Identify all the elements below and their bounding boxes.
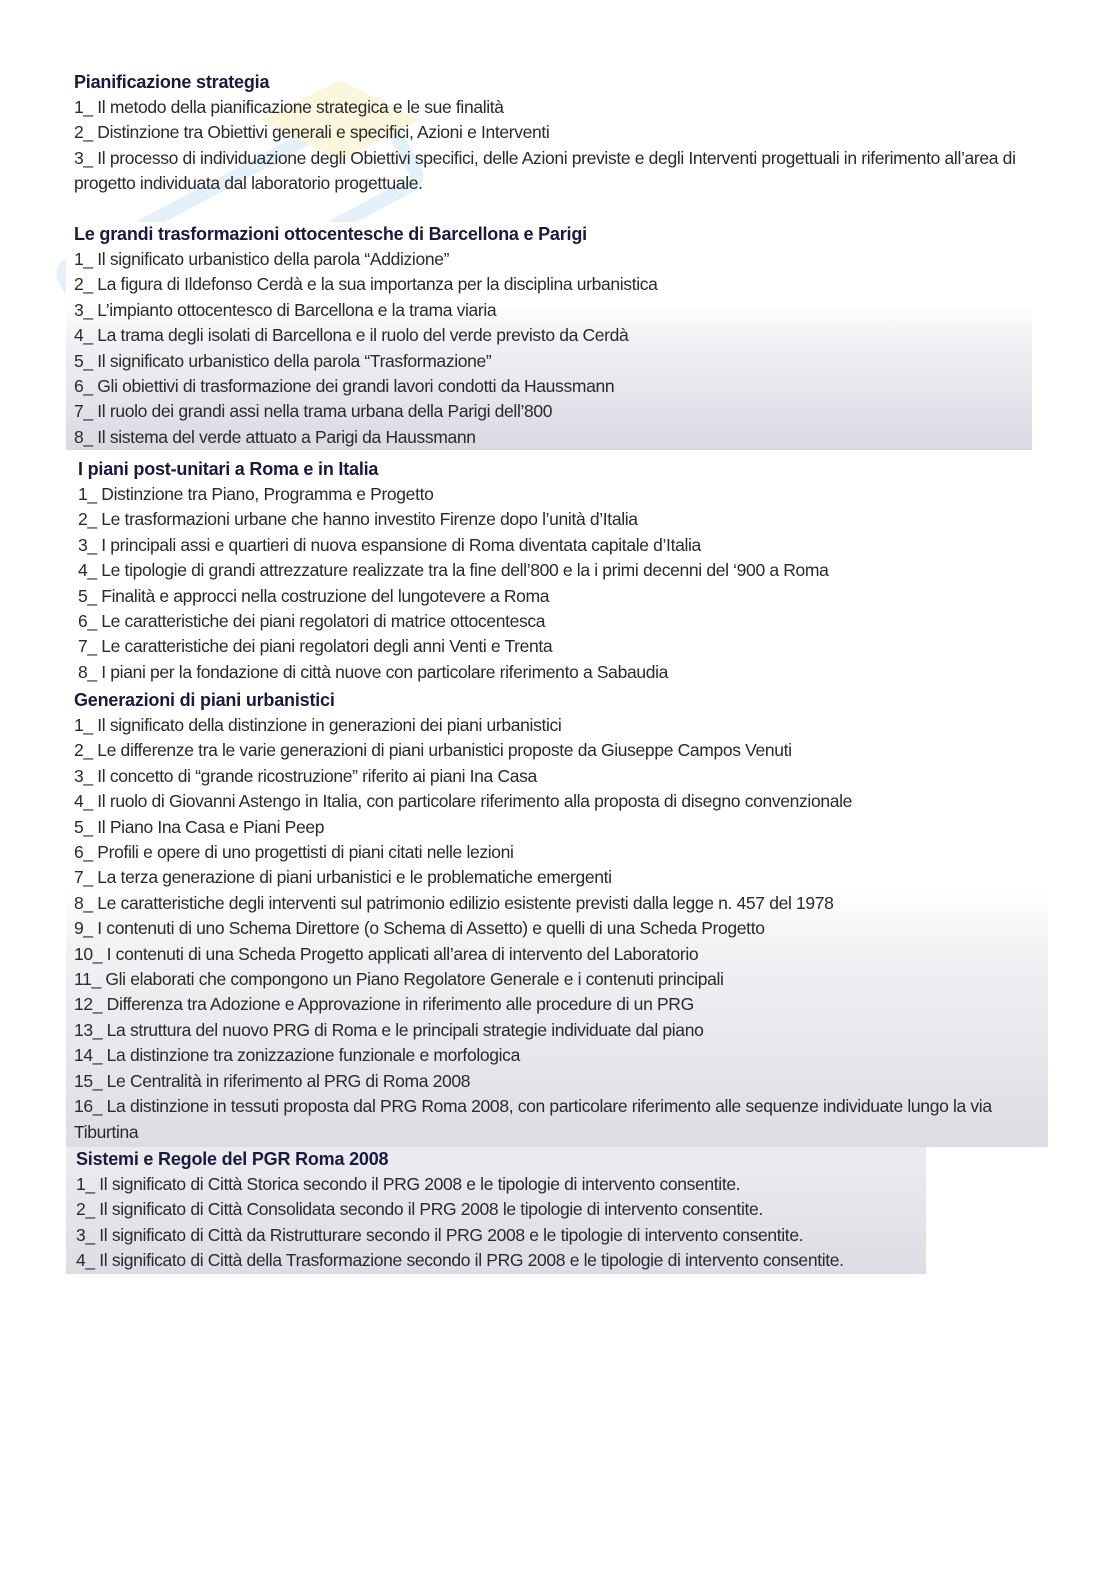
list-item: 8_ I piani per la fondazione di città nuove con particolare riferimento a Sabaudia [78,661,669,682]
list-item: 1_ Distinzione tra Piano, Programma e Progetto [78,484,434,504]
list-item: 1_ Il significato urbanistico della parola “Addizione” [74,249,450,269]
section-piani-post-unitari [74,457,1038,685]
list-item: 12_ Differenza tra Adozione e Approvazione in riferimento alle procedure di un PRG [74,994,694,1015]
section-title: Le grandi trasformazioni ottocentesche di Barcellona e Parigi [74,224,587,244]
list-item: 2_ Distinzione tra Obiettivi generali e specifici, Azioni e Interventi [74,122,550,143]
list-item: 4_ Il ruolo di Giovanni Astengo in Italia, con particolare riferimento alla proposta di disegno convenzionale [74,791,853,812]
list-item: 3_ L’impianto ottocentesco di Barcellona e la trama viaria [74,299,497,320]
list-item: 3_ Il concetto di “grande ricostruzione” riferito ai piani Ina Casa [74,765,537,786]
section-barcellona-parigi [66,222,1032,450]
list-item: 2_ La figura di Ildefonso Cerdà e la sua importanza per la disciplina urbanistica [74,274,658,295]
list-item: 9_ I contenuti di uno Schema Direttore (o Schema di Assetto) e quelli di una Scheda Progetto [74,918,765,939]
list-item: 4_ La trama degli isolati di Barcellona e il ruolo del verde previsto da Cerdà [74,325,629,346]
list-item: 3_ Il significato di Città da Ristrutturare secondo il PRG 2008 e le tipologie di intervento consentite. [76,1224,804,1245]
section-sistemi-regole [66,1147,926,1274]
list-item: 2_ Le trasformazioni urbane che hanno investito Firenze dopo l’unità d’Italia [78,509,638,530]
section-title: Sistemi e Regole del PGR Roma 2008 [76,1149,389,1169]
list-item: 11_ Gli elaborati che compongono un Piano Regolatore Generale e i contenuti principali [74,969,724,990]
section-title: I piani post-unitari a Roma e in Italia [78,459,379,479]
list-item: 7_ Le caratteristiche dei piani regolatori degli anni Venti e Trenta [78,636,553,657]
list-item: 2_ Le differenze tra le varie generazioni di piani urbanistici proposte da Giuseppe Campos Venuti [74,740,792,761]
list-item: 6_ Profili e opere di uno progettisti di piani citati nelle lezioni [74,842,514,863]
list-item: 13_ La struttura del nuovo PRG di Roma e le principali strategie individuate dal piano [74,1019,704,1040]
list-item: 1_ Il significato di Città Storica secondo il PRG 2008 e le tipologie di intervento consentite. [76,1174,741,1194]
list-item: 8_ Le caratteristiche degli interventi sul patrimonio edilizio esistente previsti dalla legge n. 457 del 1978 [74,892,834,913]
list-item: 6_ Gli obiettivi di trasformazione dei grandi lavori condotti da Haussmann [74,376,615,397]
list-item: 7_ La terza generazione di piani urbanistici e le problematiche emergenti [74,867,612,888]
list-item: 5_ Il significato urbanistico della parola “Trasformazione” [74,350,492,371]
section-title: Pianificazione strategia [74,72,270,92]
list-item: 7_ Il ruolo dei grandi assi nella trama urbana della Parigi dell’800 [74,401,553,422]
list-item: 5_ Finalità e approcci nella costruzione del lungotevere a Roma [78,585,550,606]
list-item: 4_ Le tipologie di grandi attrezzature realizzate tra la fine dell’800 e la i primi decenni del ‘900 a Roma [78,560,829,581]
list-item: 2_ Il significato di Città Consolidata secondo il PRG 2008 le tipologie di intervento consentite. [76,1199,763,1220]
list-item: 10_ I contenuti di una Scheda Progetto applicati all’area di intervento del Laboratorio [74,943,699,964]
list-item: 14_ La distinzione tra zonizzazione funzionale e morfologica [74,1045,520,1066]
list-item: 3_ I principali assi e quartieri di nuova espansione di Roma diventata capitale d’Italia [78,534,701,555]
list-item: 8_ Il sistema del verde attuato a Parigi da Haussmann [74,426,476,447]
list-item: 15_ Le Centralità in riferimento al PRG di Roma 2008 [74,1070,471,1091]
list-item: 1_ Il metodo della pianificazione strategica e le sue finalità [74,97,504,117]
section-generazioni-piani [66,688,1048,1147]
list-item: 6_ Le caratteristiche dei piani regolatori di matrice ottocentesca [78,611,546,632]
list-item: 16_ La distinzione in tessuti proposta dal PRG Roma 2008, con particolare riferimento alle sequenze individuate lungo la via Tiburtina [74,1096,992,1142]
section-title: Generazioni di piani urbanistici [74,690,335,710]
section-pianificazione-strategica [74,70,1034,197]
list-item: 5_ Il Piano Ina Casa e Piani Peep [74,816,325,837]
list-item: 1_ Il significato della distinzione in generazioni dei piani urbanistici [74,715,562,735]
list-item: 3_ Il processo di individuazione degli Obiettivi specifici, delle Azioni previste e degli Interventi progettuali in riferimento all’area di progetto individuata dal laboratorio progettuale. [74,147,1016,194]
list-item: 4_ Il significato di Città della Trasformazione secondo il PRG 2008 e le tipologie di intervento consentite. [76,1250,844,1271]
